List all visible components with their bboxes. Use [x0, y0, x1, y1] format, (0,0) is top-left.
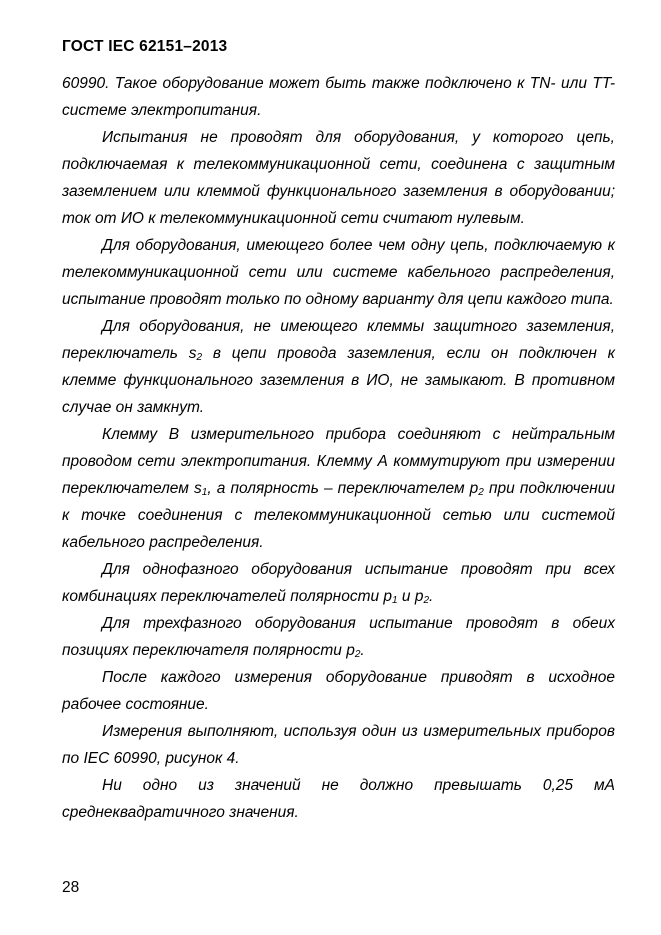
paragraph-text: Для оборудования, не имеющего клеммы защитного заземления, переключатель s: [62, 318, 615, 362]
paragraph-text: Для однофазного оборудования испытание проводят при всех комбинациях переключателей полярности p: [62, 561, 615, 605]
subscript: 2: [354, 649, 361, 660]
paragraph-text: в цепи провода заземления, если он подключен к клемме функционального заземления в ИО, не замыкают. В противном случае он замкнут.: [62, 345, 615, 416]
paragraph-text: .: [360, 642, 365, 659]
paragraph: [62, 421, 615, 556]
paragraph: [62, 313, 615, 421]
document-header: ГОСТ IEC 62151–2013: [62, 38, 228, 55]
page-number: 28: [62, 879, 80, 896]
paragraph: [62, 556, 615, 610]
paragraph-continuation: 60990. Такое оборудование может быть также подключено к TN- или TT-системе электропитания.: [62, 75, 615, 119]
paragraph-text: , а полярность – переключателем p: [207, 480, 479, 497]
paragraph-text: .: [429, 588, 434, 605]
paragraph: [62, 610, 615, 664]
document-body: [62, 70, 615, 826]
paragraph: Ни одно из значений не должно превышать 0,25 мА среднеквадратичного значения.: [62, 777, 615, 821]
subscript: 2: [423, 595, 430, 606]
paragraph-text: Клемму В измерительного прибора соединяют с нейтральным проводом сети электропитания. Клемму А коммутируют при измерении переключателем s: [62, 426, 615, 497]
paragraph-text: при подключении к точке соединения с телекоммуникационной сетью или системой кабельного распределения.: [62, 480, 615, 551]
subscript: 1: [392, 595, 398, 606]
paragraph: После каждого измерения оборудование приводят в исходное рабочее состояние.: [62, 669, 615, 713]
subscript: 1: [201, 487, 208, 498]
subscript: 2: [478, 487, 484, 498]
subscript: 2: [196, 352, 203, 363]
paragraph: Для оборудования, имеющего более чем одну цепь, подключаемую к телекоммуникационной сети или системе кабельного распределения, испытание проводят только по одному варианту для цепи каждого типа.: [62, 237, 615, 308]
paragraph: Измерения выполняют, используя один из измерительных приборов по IEC 60990, рисунок 4.: [62, 723, 615, 767]
paragraph-text: Для трехфазного оборудования испытание проводят в обеих позициях переключателя полярности p: [62, 615, 615, 659]
paragraph-text: и p: [397, 588, 424, 605]
paragraph: Испытания не проводят для оборудования, у которого цепь, подключаемая к телекоммуникационной сети, соединена с защитным заземлением или клеммой функционального заземления в оборудовании; ток от ИО к телекоммуникационной сети считают нулевым.: [62, 129, 615, 227]
